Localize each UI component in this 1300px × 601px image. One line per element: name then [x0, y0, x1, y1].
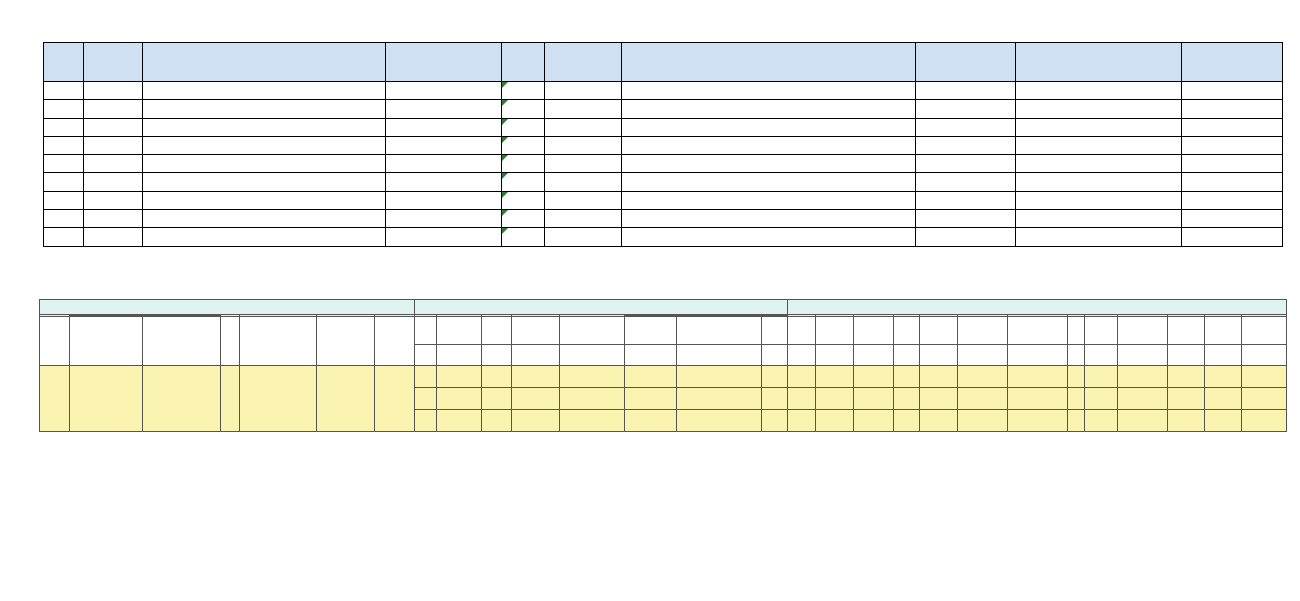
cell-otsu-branch — [1205, 410, 1242, 432]
cell-zip — [545, 100, 622, 118]
cell-otsu-purpose — [920, 366, 958, 388]
cell-shubetsu — [221, 317, 240, 366]
cell-branch — [502, 155, 545, 173]
cell-lot-number — [386, 228, 502, 246]
cell-location — [143, 136, 386, 154]
cell-zip — [545, 155, 622, 173]
cell-otsu-jun — [788, 388, 816, 410]
cell-date — [1182, 155, 1283, 173]
cell-owner-address — [622, 82, 916, 100]
owner-row — [44, 191, 1283, 209]
cell-date — [1182, 136, 1283, 154]
cell-otsu-debtor — [1085, 410, 1118, 432]
cell-otsu-type — [816, 366, 854, 388]
owner-row — [44, 82, 1283, 100]
cell-type — [84, 191, 143, 209]
cell-otsu-purpose — [920, 317, 958, 345]
cell-otsu-type — [816, 388, 854, 410]
cell-otsu-debtor-address — [1118, 388, 1168, 410]
cell-owner-address — [622, 136, 916, 154]
cell-owner-name — [916, 82, 1016, 100]
cell-ko-address — [677, 366, 762, 388]
cell-otsu-holder — [1168, 410, 1205, 432]
cell-otsu-cause — [958, 366, 1008, 388]
cell-ko-owner — [625, 410, 677, 432]
cell-otsu-cause — [958, 388, 1008, 410]
cell-shinchiku — [375, 366, 415, 432]
cell-owner-address — [622, 100, 916, 118]
cell-otsu-branch — [1205, 317, 1242, 345]
cell-otsu-branch — [1205, 345, 1242, 366]
owner-row — [44, 100, 1283, 118]
cell-branch — [502, 118, 545, 136]
cell-ko-address — [677, 345, 762, 366]
header-zip — [545, 43, 622, 82]
header-branch — [502, 43, 545, 82]
cell-zip — [545, 118, 622, 136]
cell-lot-number — [386, 136, 502, 154]
cell-otsu-joint — [1242, 317, 1287, 345]
cell-chimoku — [240, 366, 317, 432]
cell-ko-purpose — [512, 388, 560, 410]
cell-date — [1182, 191, 1283, 209]
cell-no — [44, 210, 84, 228]
cell-lot-number — [386, 118, 502, 136]
cell-branch — [502, 173, 545, 191]
owner-row — [44, 155, 1283, 173]
cell-zip — [545, 191, 622, 209]
cell-otsu-interest — [1068, 366, 1085, 388]
cell-no — [44, 228, 84, 246]
cell-owner-address — [622, 173, 916, 191]
cell-share — [1016, 100, 1182, 118]
cell-branch — [502, 210, 545, 228]
cell-otsu-purpose — [920, 345, 958, 366]
cell-otsu-interest — [1068, 388, 1085, 410]
cell-bukken-no — [40, 366, 70, 432]
cell-ko-purpose — [512, 410, 560, 432]
cell-otsu-debtor — [1085, 345, 1118, 366]
cell-lot-number — [386, 173, 502, 191]
cell-zip — [545, 173, 622, 191]
cell-zip — [545, 136, 622, 154]
cell-owner-name — [916, 191, 1016, 209]
cell-owner-address — [622, 118, 916, 136]
cell-share — [1016, 82, 1182, 100]
cell-otsu-holder — [1168, 388, 1205, 410]
cell-ko-num — [482, 388, 512, 410]
cell-ko-num — [482, 345, 512, 366]
cell-owner-address — [622, 228, 916, 246]
cell-otsu-debtor-address — [1118, 317, 1168, 345]
cell-date — [1182, 228, 1283, 246]
cell-otsu-holder — [1168, 366, 1205, 388]
cell-owner-name — [916, 136, 1016, 154]
cell-otsu-date — [854, 366, 894, 388]
cell-bukken-no — [40, 317, 70, 366]
cell-date — [1182, 100, 1283, 118]
cell-location — [143, 118, 386, 136]
cell-ko-share — [762, 410, 788, 432]
cell-branch — [502, 100, 545, 118]
cell-otsu-joint — [1242, 388, 1287, 410]
cell-no — [44, 118, 84, 136]
header-no — [44, 43, 84, 82]
cell-otsu-type — [816, 410, 854, 432]
cell-lot-number — [386, 210, 502, 228]
cell-otsu-debtor — [1085, 388, 1118, 410]
cell-otsu-interest — [1068, 410, 1085, 432]
cell-otsu-amount — [1008, 410, 1068, 432]
cell-ko-date — [437, 388, 482, 410]
cell-shubetsu — [221, 366, 240, 432]
owner-row — [44, 228, 1283, 246]
cell-owner-name — [916, 173, 1016, 191]
cell-otsu-cause — [958, 317, 1008, 345]
cell-share — [1016, 136, 1182, 154]
cell-owner-name — [916, 210, 1016, 228]
cell-otsu-amount — [1008, 317, 1068, 345]
cell-otsu-holder — [1168, 345, 1205, 366]
cell-share — [1016, 155, 1182, 173]
cell-ko-owner — [625, 366, 677, 388]
cell-ko-date — [437, 410, 482, 432]
cell-otsu-amount — [1008, 366, 1068, 388]
cell-menseki — [317, 317, 375, 366]
cell-share — [1016, 210, 1182, 228]
cell-share — [1016, 191, 1182, 209]
cell-branch — [502, 82, 545, 100]
cell-type — [84, 82, 143, 100]
property-record-row — [40, 366, 1287, 388]
cell-otsu-amount — [1008, 345, 1068, 366]
cell-ko-purpose — [512, 317, 560, 345]
cell-owner-address — [622, 155, 916, 173]
cell-otsu-joint — [1242, 345, 1287, 366]
cell-date — [1182, 82, 1283, 100]
cell-otsu-type — [816, 317, 854, 345]
cell-ko-cause — [560, 410, 625, 432]
cell-zip — [545, 228, 622, 246]
cell-ko-num — [482, 410, 512, 432]
cell-type — [84, 173, 143, 191]
cell-type — [84, 228, 143, 246]
header-type — [84, 43, 143, 82]
cell-ko-date — [437, 366, 482, 388]
cell-type — [84, 118, 143, 136]
cell-ko-share — [762, 317, 788, 345]
cell-ko-num — [482, 366, 512, 388]
cell-location — [143, 155, 386, 173]
cell-zip — [545, 82, 622, 100]
cell-ko-owner — [625, 317, 677, 345]
cell-ko-jun — [415, 388, 437, 410]
cell-share — [1016, 228, 1182, 246]
cell-otsu-branch — [1205, 366, 1242, 388]
cell-zip — [545, 210, 622, 228]
cell-location — [143, 173, 386, 191]
cell-branch — [502, 228, 545, 246]
cell-ko-purpose — [512, 345, 560, 366]
cell-ko-cause — [560, 366, 625, 388]
cell-shozai — [70, 366, 143, 432]
cell-lot-number — [386, 100, 502, 118]
cell-type — [84, 136, 143, 154]
cell-chiban — [143, 317, 221, 366]
cell-lot-number — [386, 82, 502, 100]
cell-owner-name — [916, 118, 1016, 136]
cell-no — [44, 173, 84, 191]
owner-row — [44, 210, 1283, 228]
cell-otsu-num — [894, 388, 920, 410]
cell-otsu-num — [894, 410, 920, 432]
cell-otsu-debtor — [1085, 366, 1118, 388]
cell-ko-jun — [415, 345, 437, 366]
cell-otsu-branch — [1205, 388, 1242, 410]
cell-otsu-jun — [788, 410, 816, 432]
cell-otsu-joint — [1242, 366, 1287, 388]
owner-row — [44, 118, 1283, 136]
cell-ko-jun — [415, 366, 437, 388]
cell-no — [44, 155, 84, 173]
cell-ko-jun — [415, 317, 437, 345]
header-owner-name — [916, 43, 1016, 82]
header-lot-number — [386, 43, 502, 82]
cell-ko-date — [437, 345, 482, 366]
cell-share — [1016, 118, 1182, 136]
cell-share — [1016, 173, 1182, 191]
cell-otsu-holder — [1168, 317, 1205, 345]
owner-row — [44, 173, 1283, 191]
cell-chiban — [143, 366, 221, 432]
cell-date — [1182, 118, 1283, 136]
header-date — [1182, 43, 1283, 82]
cell-no — [44, 100, 84, 118]
cell-owner-name — [916, 228, 1016, 246]
cell-menseki — [317, 366, 375, 432]
cell-ko-cause — [560, 388, 625, 410]
cell-otsu-jun — [788, 345, 816, 366]
cell-ko-share — [762, 366, 788, 388]
group-ko — [415, 300, 788, 315]
header-owner-address — [622, 43, 916, 82]
cell-otsu-cause — [958, 410, 1008, 432]
owner-items-table — [43, 42, 1283, 247]
cell-otsu-num — [894, 366, 920, 388]
header-share — [1016, 43, 1182, 82]
cell-ko-address — [677, 410, 762, 432]
property-record-row — [40, 317, 1287, 345]
cell-otsu-interest — [1068, 345, 1085, 366]
cell-otsu-cause — [958, 345, 1008, 366]
cell-ko-purpose — [512, 366, 560, 388]
cell-otsu-date — [854, 410, 894, 432]
cell-shinchiku — [375, 317, 415, 366]
cell-otsu-purpose — [920, 410, 958, 432]
cell-ko-share — [762, 345, 788, 366]
cell-location — [143, 210, 386, 228]
cell-ko-owner — [625, 345, 677, 366]
cell-lot-number — [386, 191, 502, 209]
cell-branch — [502, 191, 545, 209]
cell-lot-number — [386, 155, 502, 173]
cell-owner-address — [622, 210, 916, 228]
cell-branch — [502, 136, 545, 154]
cell-otsu-debtor — [1085, 317, 1118, 345]
cell-type — [84, 100, 143, 118]
cell-owner-address — [622, 191, 916, 209]
cell-ko-share — [762, 388, 788, 410]
group-otsu — [788, 300, 1287, 315]
cell-otsu-jun — [788, 317, 816, 345]
cell-ko-date — [437, 317, 482, 345]
cell-owner-name — [916, 100, 1016, 118]
cell-date — [1182, 210, 1283, 228]
cell-no — [44, 136, 84, 154]
cell-ko-jun — [415, 410, 437, 432]
cell-location — [143, 228, 386, 246]
cell-otsu-debtor-address — [1118, 366, 1168, 388]
owner-row — [44, 136, 1283, 154]
cell-otsu-num — [894, 317, 920, 345]
cell-shozai — [70, 317, 143, 366]
cell-otsu-amount — [1008, 388, 1068, 410]
cell-owner-name — [916, 155, 1016, 173]
cell-no — [44, 191, 84, 209]
cell-location — [143, 82, 386, 100]
group-hyodai — [40, 300, 415, 315]
cell-type — [84, 210, 143, 228]
cell-otsu-jun — [788, 366, 816, 388]
cell-date — [1182, 173, 1283, 191]
cell-otsu-type — [816, 345, 854, 366]
cell-ko-owner — [625, 388, 677, 410]
cell-ko-address — [677, 317, 762, 345]
cell-otsu-interest — [1068, 317, 1085, 345]
cell-otsu-purpose — [920, 388, 958, 410]
cell-location — [143, 100, 386, 118]
cell-otsu-debtor-address — [1118, 410, 1168, 432]
cell-ko-address — [677, 388, 762, 410]
cell-ko-cause — [560, 317, 625, 345]
cell-location — [143, 191, 386, 209]
cell-no — [44, 82, 84, 100]
cell-ko-cause — [560, 345, 625, 366]
owner-table-header — [44, 43, 1283, 82]
cell-ko-num — [482, 317, 512, 345]
full-items-table — [39, 299, 1287, 432]
cell-otsu-debtor-address — [1118, 345, 1168, 366]
cell-otsu-date — [854, 345, 894, 366]
cell-type — [84, 155, 143, 173]
cell-otsu-date — [854, 317, 894, 345]
cell-otsu-date — [854, 388, 894, 410]
cell-chimoku — [240, 317, 317, 366]
cell-otsu-num — [894, 345, 920, 366]
cell-otsu-joint — [1242, 410, 1287, 432]
header-location — [143, 43, 386, 82]
